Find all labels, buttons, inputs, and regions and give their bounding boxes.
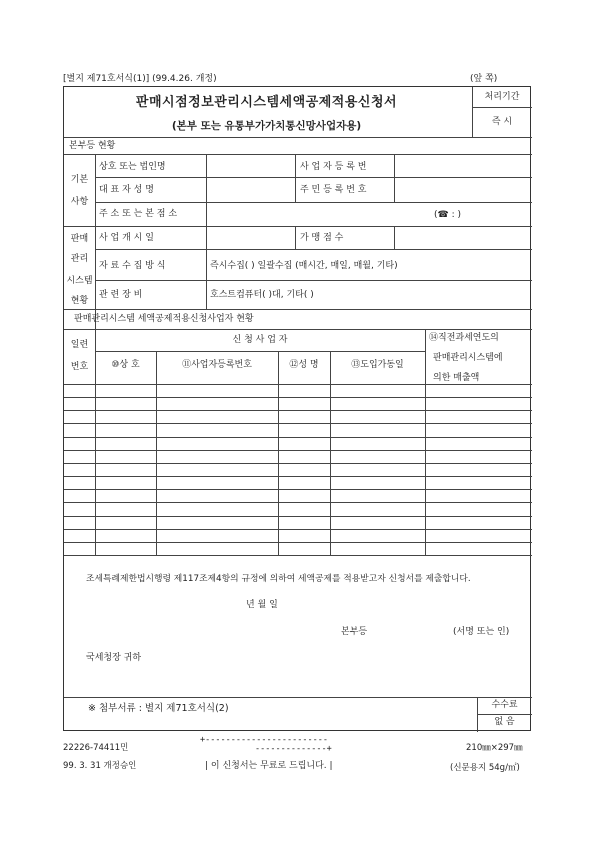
paper-type: (신문용지 54g/㎡) bbox=[450, 763, 520, 773]
table-row[interactable] bbox=[64, 542, 532, 555]
attachment-note: ※ 첨부서류 : 별지 제71호서식(2) bbox=[88, 703, 229, 714]
business-reg-no-label: 사 업 자 등 록 번 bbox=[300, 162, 367, 172]
basic-group-label-1: 기본 bbox=[70, 175, 89, 185]
trade-name-label: 상호 또는 법인명 bbox=[99, 162, 166, 172]
page-side-label: (앞 쪽) bbox=[470, 74, 498, 84]
notice-border-bottom: --------------+ bbox=[255, 744, 332, 754]
table-row[interactable] bbox=[64, 384, 532, 397]
trade-name-field[interactable] bbox=[207, 155, 295, 176]
table-row[interactable] bbox=[64, 476, 532, 489]
col-business-reg-no: ⑪사업자등록번호 bbox=[182, 360, 252, 370]
declaration-date[interactable]: 년 월 일 bbox=[246, 600, 278, 610]
approval-date: 99. 3. 31 개정승인 bbox=[63, 761, 137, 771]
table-row[interactable] bbox=[64, 410, 532, 423]
col-start-date: ⑬도입가동일 bbox=[351, 360, 404, 370]
col-sales-line-1: ⑭직전과세연도의 bbox=[429, 333, 499, 343]
hq-section-heading: 본부등 현황 bbox=[69, 141, 116, 151]
serial-col-label-2: 번호 bbox=[70, 362, 89, 372]
table-row[interactable] bbox=[64, 516, 532, 529]
form-subtitle: (본부 또는 유통부가가치통신망사업자용) bbox=[171, 120, 362, 132]
table-row[interactable] bbox=[64, 489, 532, 502]
fee-label: 수수료 bbox=[491, 700, 518, 710]
resident-reg-no-field[interactable] bbox=[395, 178, 531, 201]
signature-field[interactable]: (서명 또는 인) bbox=[453, 627, 510, 637]
col-sales-line-2: 판매관리시스템에 bbox=[433, 353, 503, 363]
paper-size: 210㎜×297㎜ bbox=[466, 743, 523, 753]
table-row[interactable] bbox=[64, 450, 532, 463]
col-trade-name: ⑩상 호 bbox=[111, 360, 140, 370]
declaration-text: 조세특례제한법시행령 제117조제4항의 규정에 의하여 세액공제를 적용받고자 신청서를 제출합니다. bbox=[86, 574, 471, 584]
addressee: 국세청장 귀하 bbox=[86, 653, 142, 663]
member-count-label: 가 맹 점 수 bbox=[300, 233, 344, 243]
form-number: 22226-74411민 bbox=[63, 743, 129, 753]
pos-group-label-1: 판매 bbox=[70, 234, 89, 244]
notice-border-top: +------------------------ bbox=[200, 735, 328, 745]
applicant-group-header: 신 청 사 업 자 bbox=[232, 335, 288, 345]
free-notice: | 이 신청서는 무료로 드립니다. | bbox=[205, 761, 333, 771]
member-count-field[interactable] bbox=[395, 227, 531, 249]
representative-label: 대 표 자 성 명 bbox=[99, 185, 154, 195]
fee-value: 없 음 bbox=[494, 717, 515, 727]
processing-period-label: 처리기간 bbox=[484, 92, 520, 102]
table-row[interactable] bbox=[64, 437, 532, 450]
table-row[interactable] bbox=[64, 529, 532, 542]
applicants-heading: 판매관리시스템 세액공제적용신청사업자 현황 bbox=[74, 314, 254, 324]
table-row[interactable] bbox=[64, 397, 532, 410]
applicant-hq-label: 본부등 bbox=[341, 627, 368, 637]
form-title: 판매시점정보관리시스템세액공제적용신청서 bbox=[135, 95, 398, 110]
table-row[interactable] bbox=[64, 423, 532, 436]
collection-method-options[interactable]: 즉시수집( ) 일괄수집 (매시간, 매일, 매월, 기타) bbox=[210, 261, 398, 271]
pos-group-label-4: 현황 bbox=[70, 296, 89, 306]
pos-group-label-2: 관리 bbox=[70, 254, 89, 264]
form-code: [별지 제71호서식(1)] (99.4.26. 개정) bbox=[63, 74, 217, 84]
table-row[interactable] bbox=[64, 502, 532, 515]
col-name: ⑫성 명 bbox=[289, 360, 319, 370]
representative-field[interactable] bbox=[207, 178, 295, 201]
phone-field: (☎ : ) bbox=[434, 210, 461, 220]
business-reg-no-field[interactable] bbox=[395, 155, 531, 176]
address-label: 주 소 또 는 본 점 소 bbox=[99, 209, 178, 219]
col-prior-year-sales bbox=[425, 329, 532, 384]
start-date-label: 사 업 개 시 일 bbox=[99, 233, 154, 243]
pos-group-label-3: 시스템 bbox=[66, 276, 93, 286]
col-sales-line-3: 의한 매출액 bbox=[433, 373, 480, 383]
equipment-options[interactable]: 호스트컴퓨터( )대, 기타( ) bbox=[210, 290, 314, 300]
collection-method-label: 자 료 수 집 방 식 bbox=[99, 261, 166, 271]
serial-col-label-1: 일련 bbox=[70, 340, 89, 350]
table-row[interactable] bbox=[64, 463, 532, 476]
address-field[interactable] bbox=[207, 203, 531, 225]
start-date-field[interactable] bbox=[207, 227, 295, 249]
application-form bbox=[63, 86, 531, 731]
resident-reg-no-label: 주 민 등 록 번 호 bbox=[300, 185, 367, 195]
equipment-label: 관 련 장 비 bbox=[99, 290, 143, 300]
processing-period-value: 즉 시 bbox=[491, 117, 513, 127]
basic-group-label-2: 사항 bbox=[70, 197, 89, 207]
